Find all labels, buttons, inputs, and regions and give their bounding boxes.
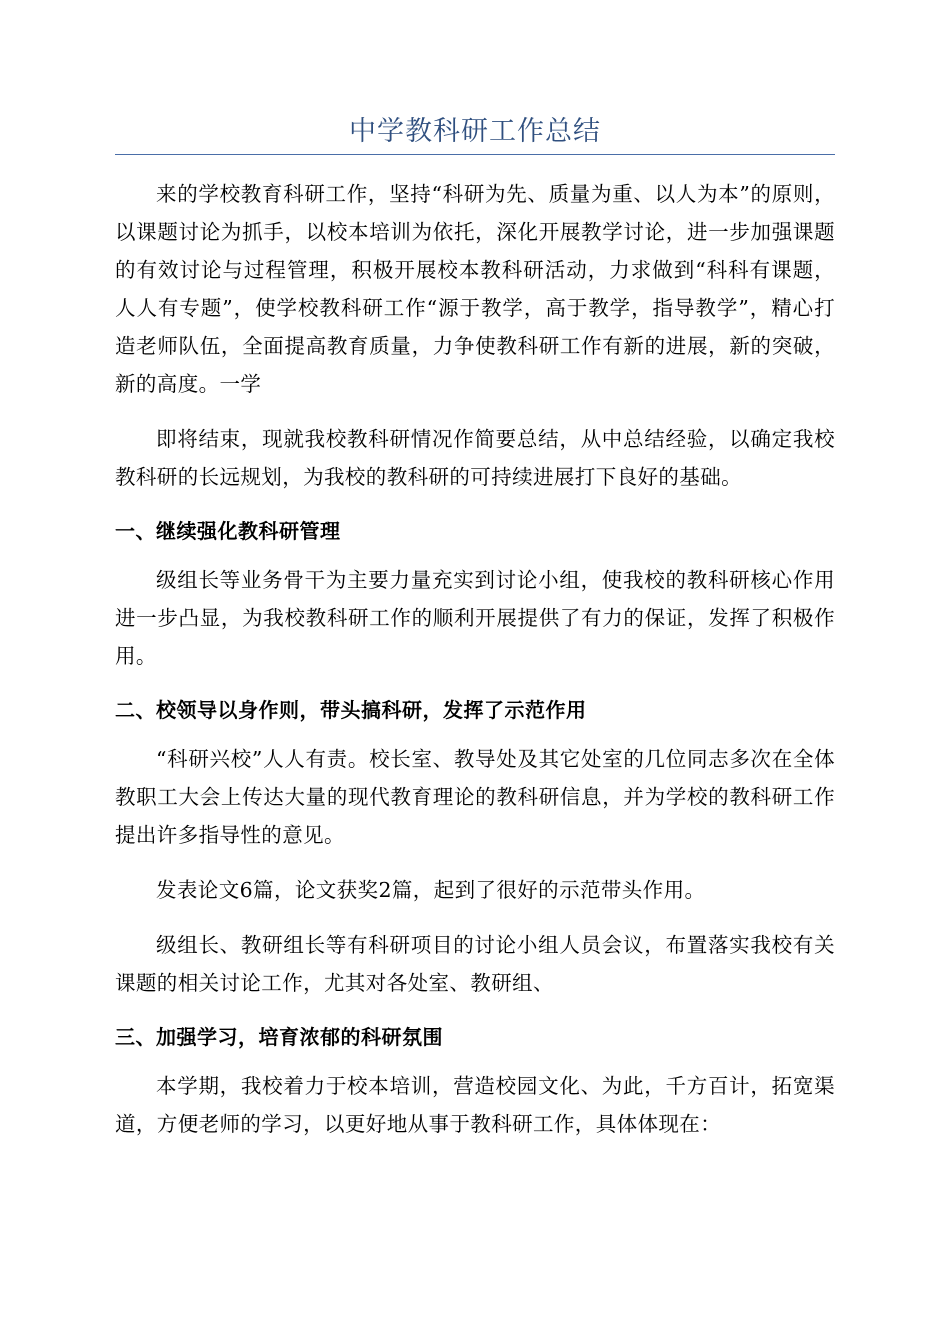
section-2-paragraph-2: 发表论文6篇，论文获奖2篇，起到了很好的示范带头作用。 <box>156 878 706 902</box>
intro-paragraph-2: 即将结束，现就我校教科研情况作简要总结，从中总结经验，以确定我校教科研的长远规划，为我校的教科研的可持续进展打下良好的基础。 <box>115 427 835 489</box>
section-1-paragraph-1: 级组长等业务骨干为主要力量充实到讨论小组，使我校的教科研核心作用进一步凸显，为我校教科研工作的顺利开展提供了有力的保证，发挥了积极作用。 <box>115 568 835 668</box>
document-body <box>115 175 835 1160</box>
section-2-paragraph-1: “科研兴校”人人有责。校长室、教导处及其它处室的几位同志多次在全体教职工大会上传达大量的现代教育理论的教科研信息，并为学校的教科研工作提出许多指导性的意见。 <box>115 747 835 847</box>
section-2-heading: 二、校领导以身作则，带头搞科研，发挥了示范作用 <box>115 698 587 722</box>
section-3-heading: 三、加强学习，培育浓郁的科研氛围 <box>115 1025 443 1049</box>
document-title: 中学教科研工作总结 <box>349 116 601 147</box>
section-1-heading: 一、继续强化教科研管理 <box>115 519 341 543</box>
section-3-paragraph-1: 本学期，我校着力于校本培训，营造校园文化、为此，千方百计，拓宽渠道，方便老师的学习，以更好地从事于教科研工作，具体体现在： <box>115 1074 835 1136</box>
intro-paragraph-1: 来的学校教育科研工作，坚持“科研为先、质量为重、以人为本”的原则，以课题讨论为抓手，以校本培训为依托，深化开展教学讨论，进一步加强课题的有效讨论与过程管理，积极开展校本教科研活动，力求做到“科科有课题，人人有专题”，使学校教科研工作“源于教学，高于教学，指导教学”，精心打造老师队伍，全面提高教育质量，力争使教科研工作有新的进展，新的突破，新的高度。一学 <box>115 182 835 396</box>
section-2-paragraph-3: 级组长、教研组长等有科研项目的讨论小组人员会议，布置落实我校有关课题的相关讨论工作，尤其对各处室、教研组、 <box>115 933 835 995</box>
title-underline <box>115 154 835 155</box>
